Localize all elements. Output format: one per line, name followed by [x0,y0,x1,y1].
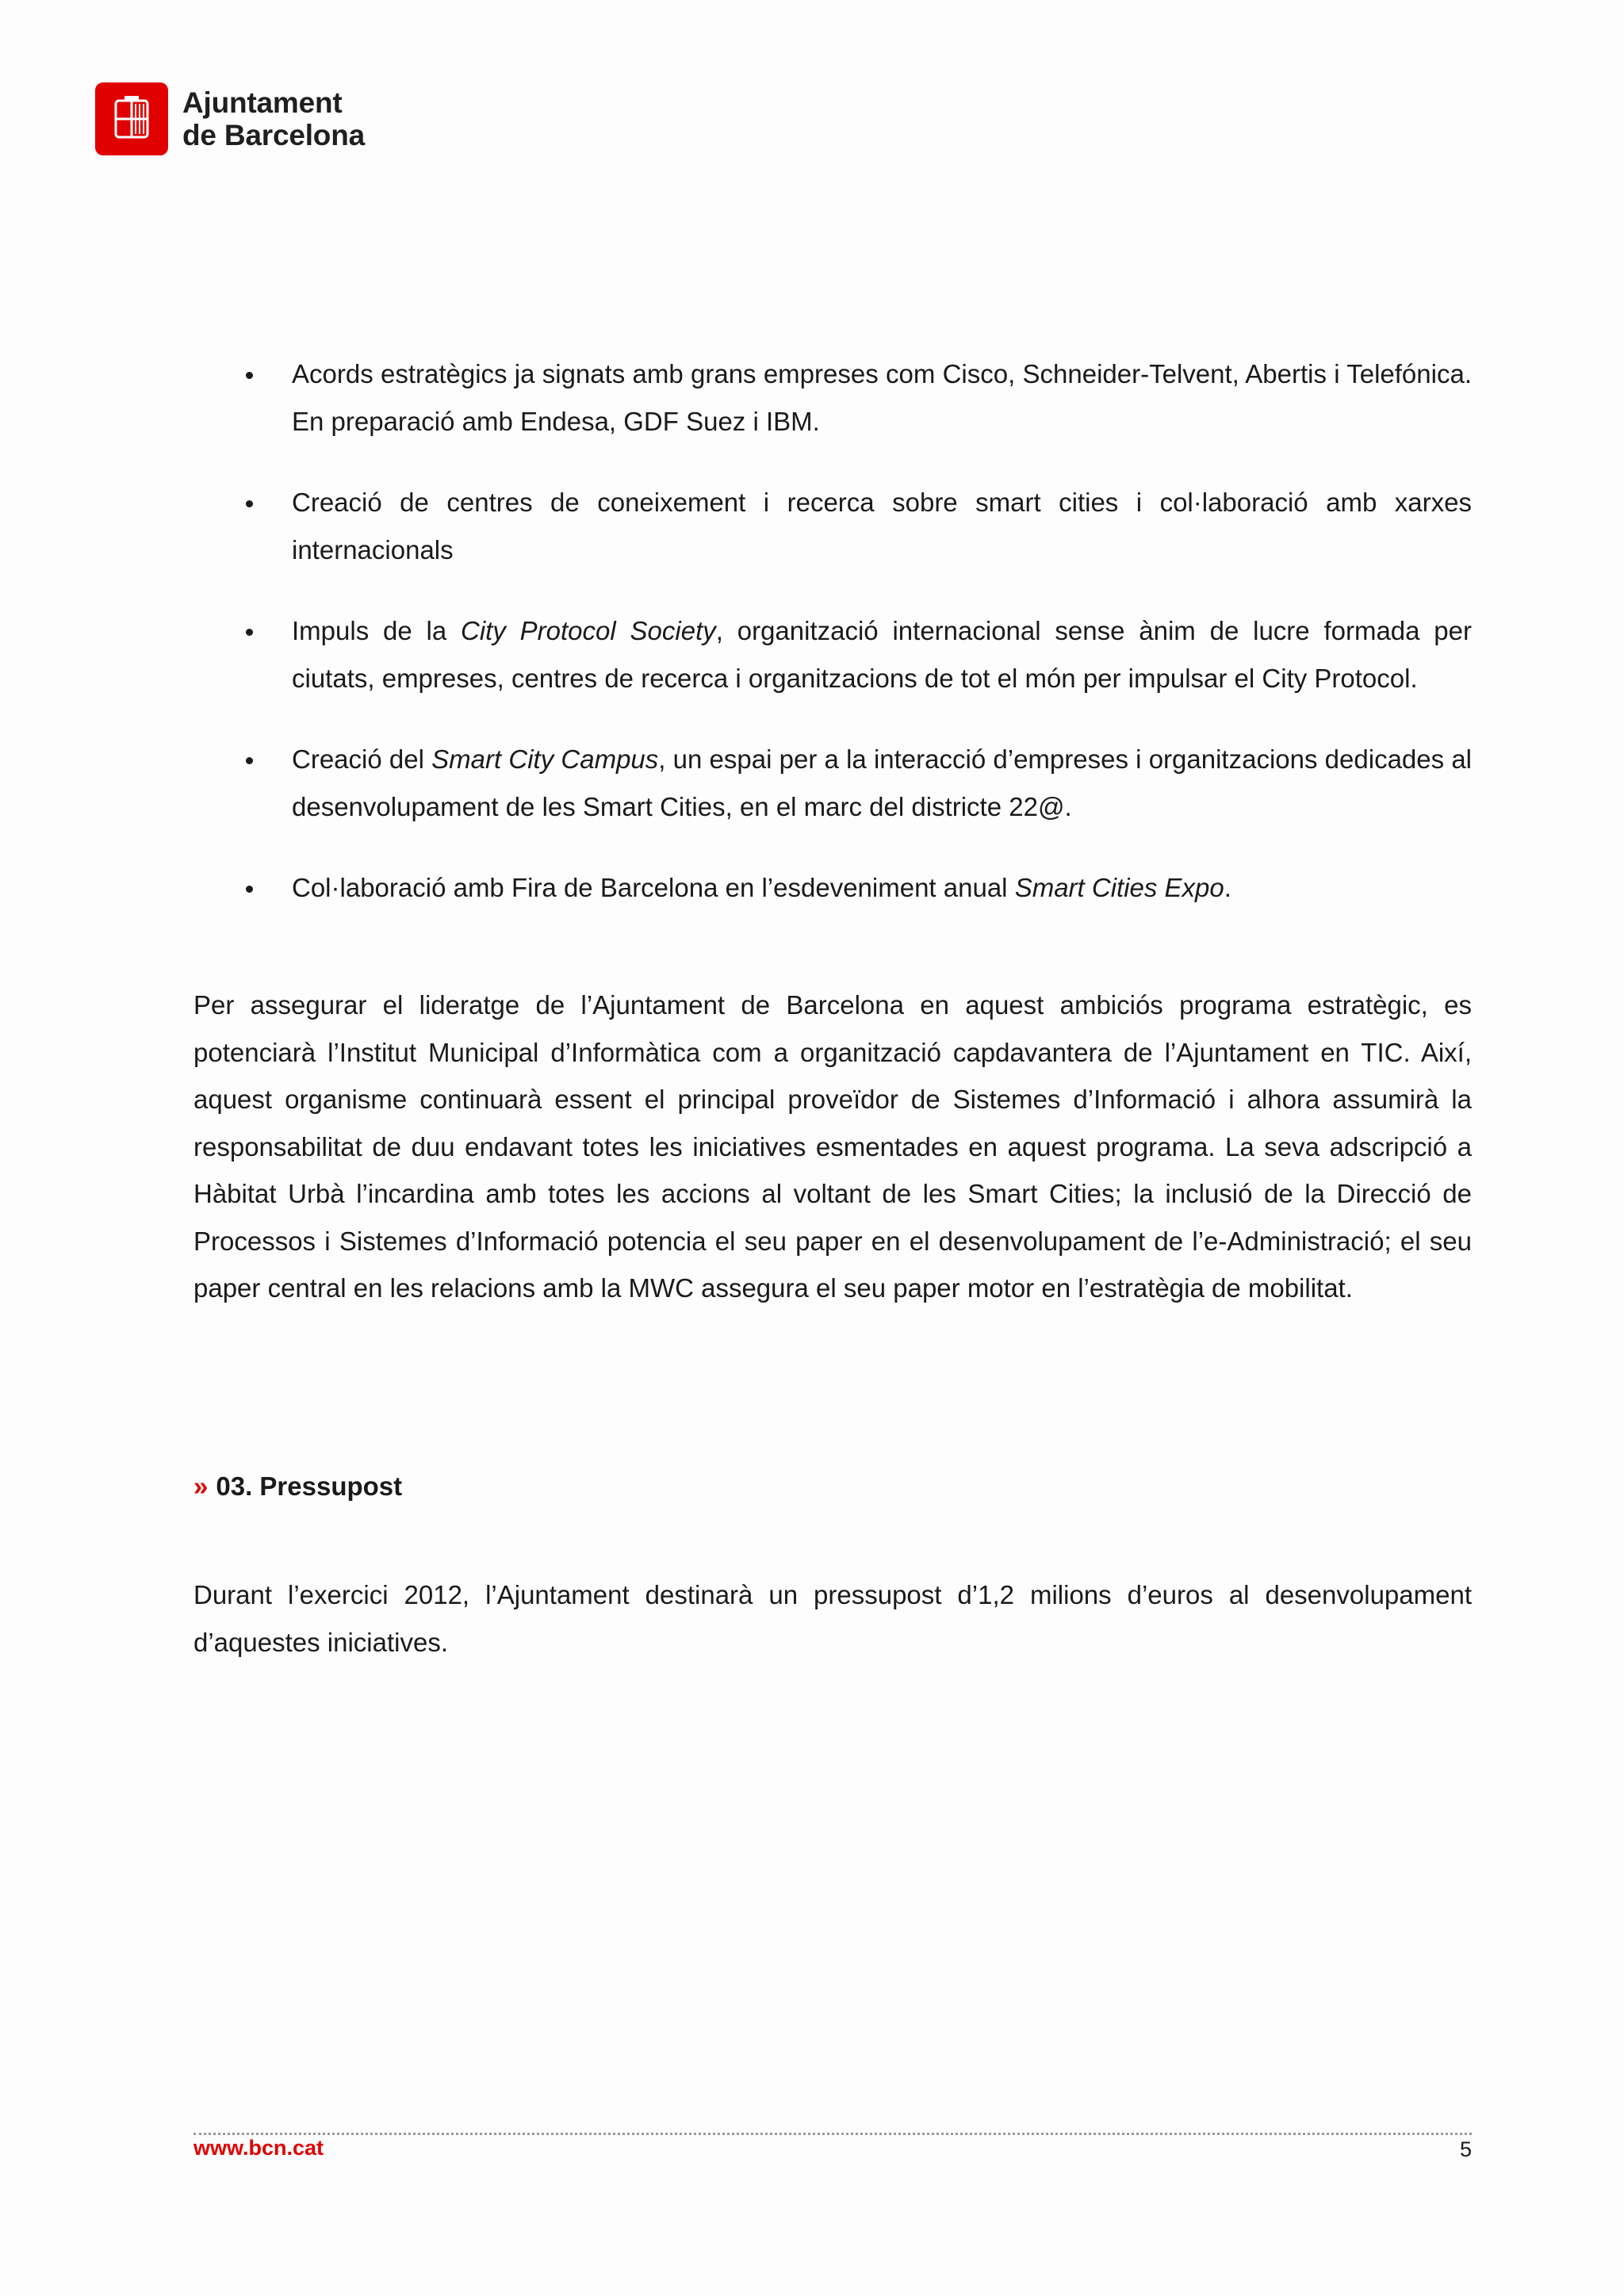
bullet-item: Impuls de la City Protocol Society, organització internacional sense ànim de lucre formada per ciutats, empreses, centres de recerca i organitzacions de tot el món per impulsar el City Protocol. [238,607,1472,702]
budget-paragraph: Durant l’exercici 2012, l’Ajuntament destinarà un pressupost d’1,2 milions d’euros al desenvolupament d’aquestes iniciatives. [193,1580,1472,1657]
section-heading [193,1471,402,1502]
logo-text [182,86,365,151]
section-marker: » [193,1471,209,1501]
footer-divider [193,2133,1472,2135]
logo-line-2: de Barcelona [182,119,365,151]
logo-line-1: Ajuntament [182,86,343,119]
body-paragraph: Per assegurar el lideratge de l’Ajuntament de Barcelona en aquest ambiciós programa estratègic, es potenciarà l’Institut Municipal d’Informàtica com a organització capdavantera de l’Ajuntament en TIC. Així, aquest organisme continuarà essent el principal proveïdor de Sistemes d’Informació i alhora assumirà la responsabilitat de duu endavant totes les iniciatives esmentades en aquest programa. La seva adscripció a Hàbitat Urbà l’incardina amb totes les accions al voltant de les Smart Cities; la inclusió de la Direcció de Processos i Sistemes d’Informació potencia el seu paper en el desenvolupament de l’e-Administració; el seu paper central en les relacions amb la MWC assegura el seu paper motor en l’estratègia de mobilitat. [193,990,1472,1303]
footer-url-link[interactable]: www.bcn.cat [193,2136,324,2160]
ajuntament-logo [95,82,365,155]
bullet-list [238,350,1472,945]
barcelona-seal-icon [95,82,168,155]
section-title: 03. Pressupost [216,1471,403,1501]
page-number: 5 [1459,2137,1472,2161]
bullet-item: Creació de centres de coneixement i recerca sobre smart cities i col·laboració amb xarxes internacionals [238,479,1472,574]
bullet-item: Acords estratègics ja signats amb grans empreses com Cisco, Schneider-Telvent, Abertis i Telefónica. En preparació amb Endesa, GDF Suez i IBM. [238,350,1472,446]
bullet-item: Creació del Smart City Campus, un espai per a la interacció d’empreses i organitzacions dedicades al desenvolupament de les Smart Cities, en el marc del districte 22@. [238,736,1472,831]
bullet-item: Col·laboració amb Fira de Barcelona en l’esdeveniment anual Smart Cities Expo. [238,864,1472,912]
